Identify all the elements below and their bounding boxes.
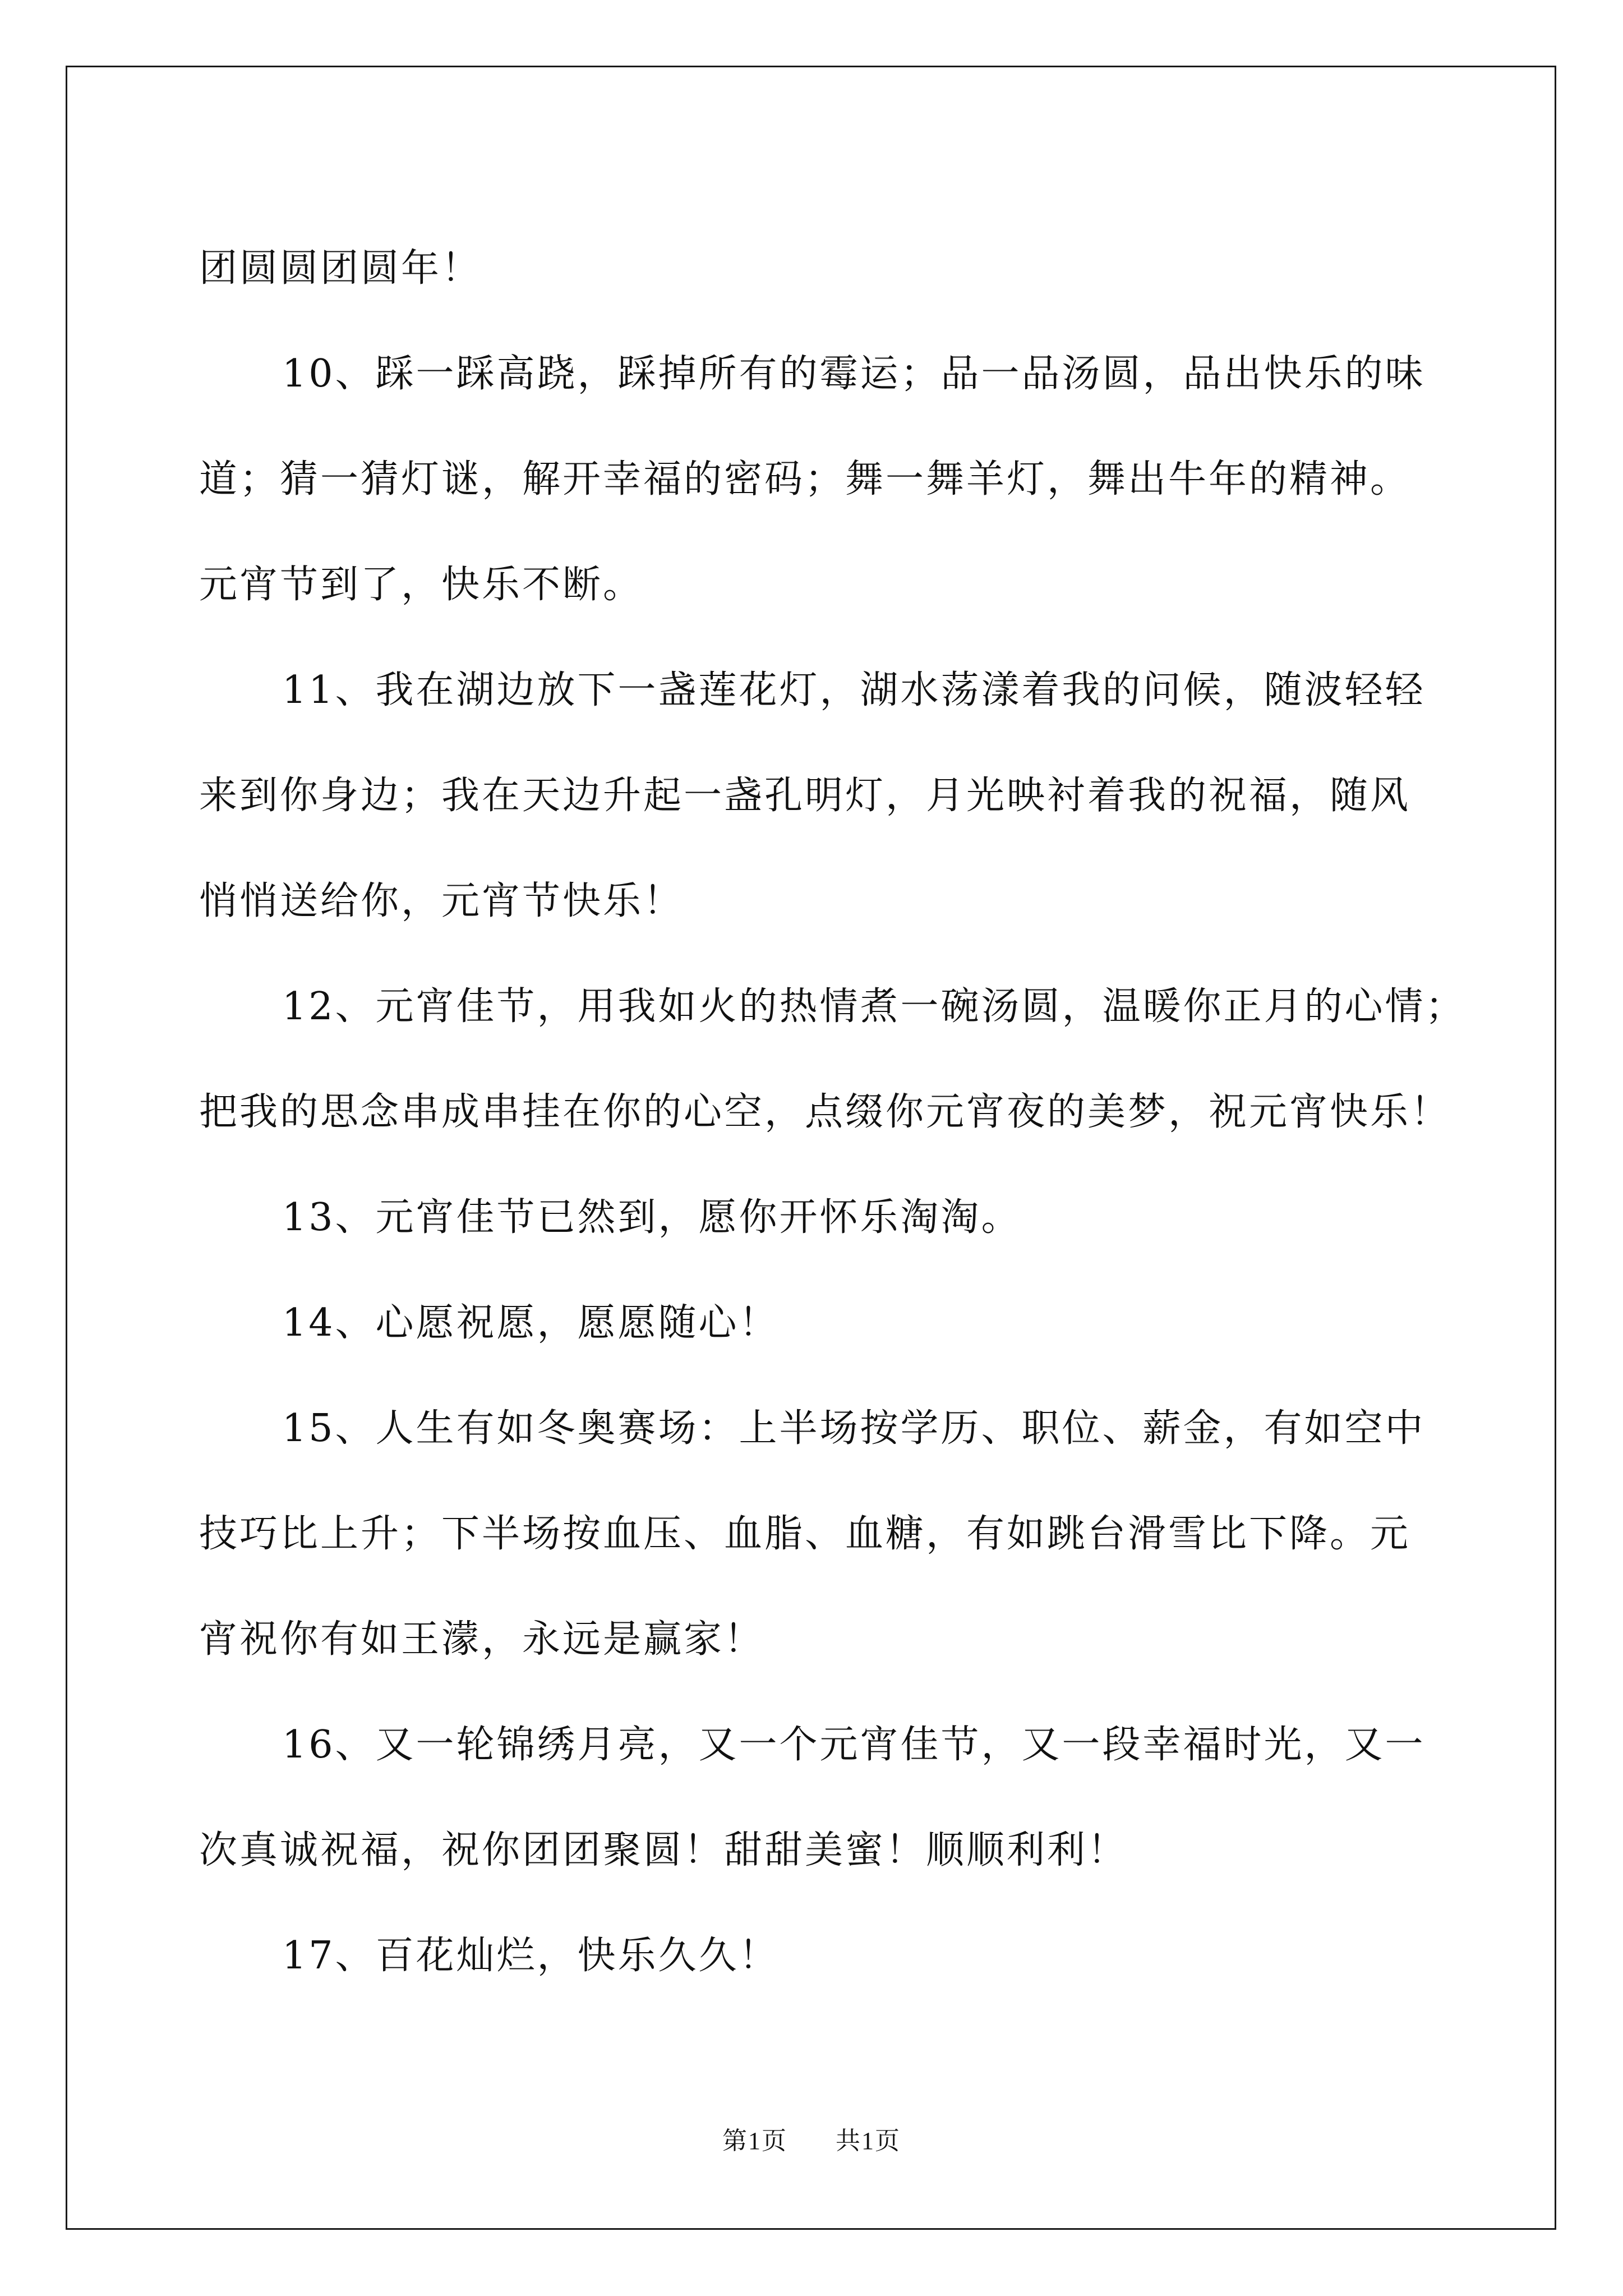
text-line: 团圆圆团圆年！ (199, 246, 482, 291)
text-line: 14、心愿祝愿，愿愿随心！ (282, 1301, 780, 1345)
page-footer (0, 2120, 1623, 2156)
text-line: 来到你身边；我在天边升起一盏孔明灯，月光映衬着我的祝福，随风 (199, 774, 1411, 818)
document-body (199, 216, 1466, 2009)
text-line: 道；猜一猜灯谜，解开幸福的密码；舞一舞羊灯，舞出牛年的精神。 (199, 457, 1411, 501)
page-number-current: 第1页 (722, 2127, 787, 2155)
text-line: 技巧比上升；下半场按血压、血脂、血糖，有如跳台滑雪比下降。元 (199, 1512, 1411, 1556)
text-line: 悄悄送给你，元宵节快乐！ (199, 879, 684, 923)
text-line: 10、踩一踩高跷，踩掉所有的霉运；品一品汤圆，品出快乐的味 (282, 352, 1426, 396)
page-number-total: 共1页 (836, 2127, 901, 2155)
text-line: 13、元宵佳节已然到，愿你开怀乐淘淘。 (282, 1195, 1022, 1240)
text-line: 12、元宵佳节，用我如火的热情煮一碗汤圆，温暖你正月的心情； (282, 984, 1466, 1029)
text-line: 17、百花灿烂，快乐久久！ (282, 1934, 780, 1978)
text-line: 16、又一轮锦绣月亮，又一个元宵佳节，又一段幸福时光，又一 (282, 1723, 1426, 1767)
text-line: 次真诚祝福，祝你团团聚圆！甜甜美蜜！顺顺利利！ (199, 1828, 1128, 1872)
text-line: 把我的思念串成串挂在你的心空，点缀你元宵夜的美梦，祝元宵快乐！ (199, 1090, 1451, 1134)
text-line: 15、人生有如冬奥赛场：上半场按学历、职位、薪金，有如空中 (282, 1406, 1426, 1451)
text-line: 11、我在湖边放下一盏莲花灯，湖水荡漾着我的问候，随波轻轻 (282, 668, 1426, 712)
text-line: 宵祝你有如王濛，永远是赢家！ (199, 1617, 765, 1662)
text-line: 元宵节到了，快乐不断。 (199, 563, 644, 607)
